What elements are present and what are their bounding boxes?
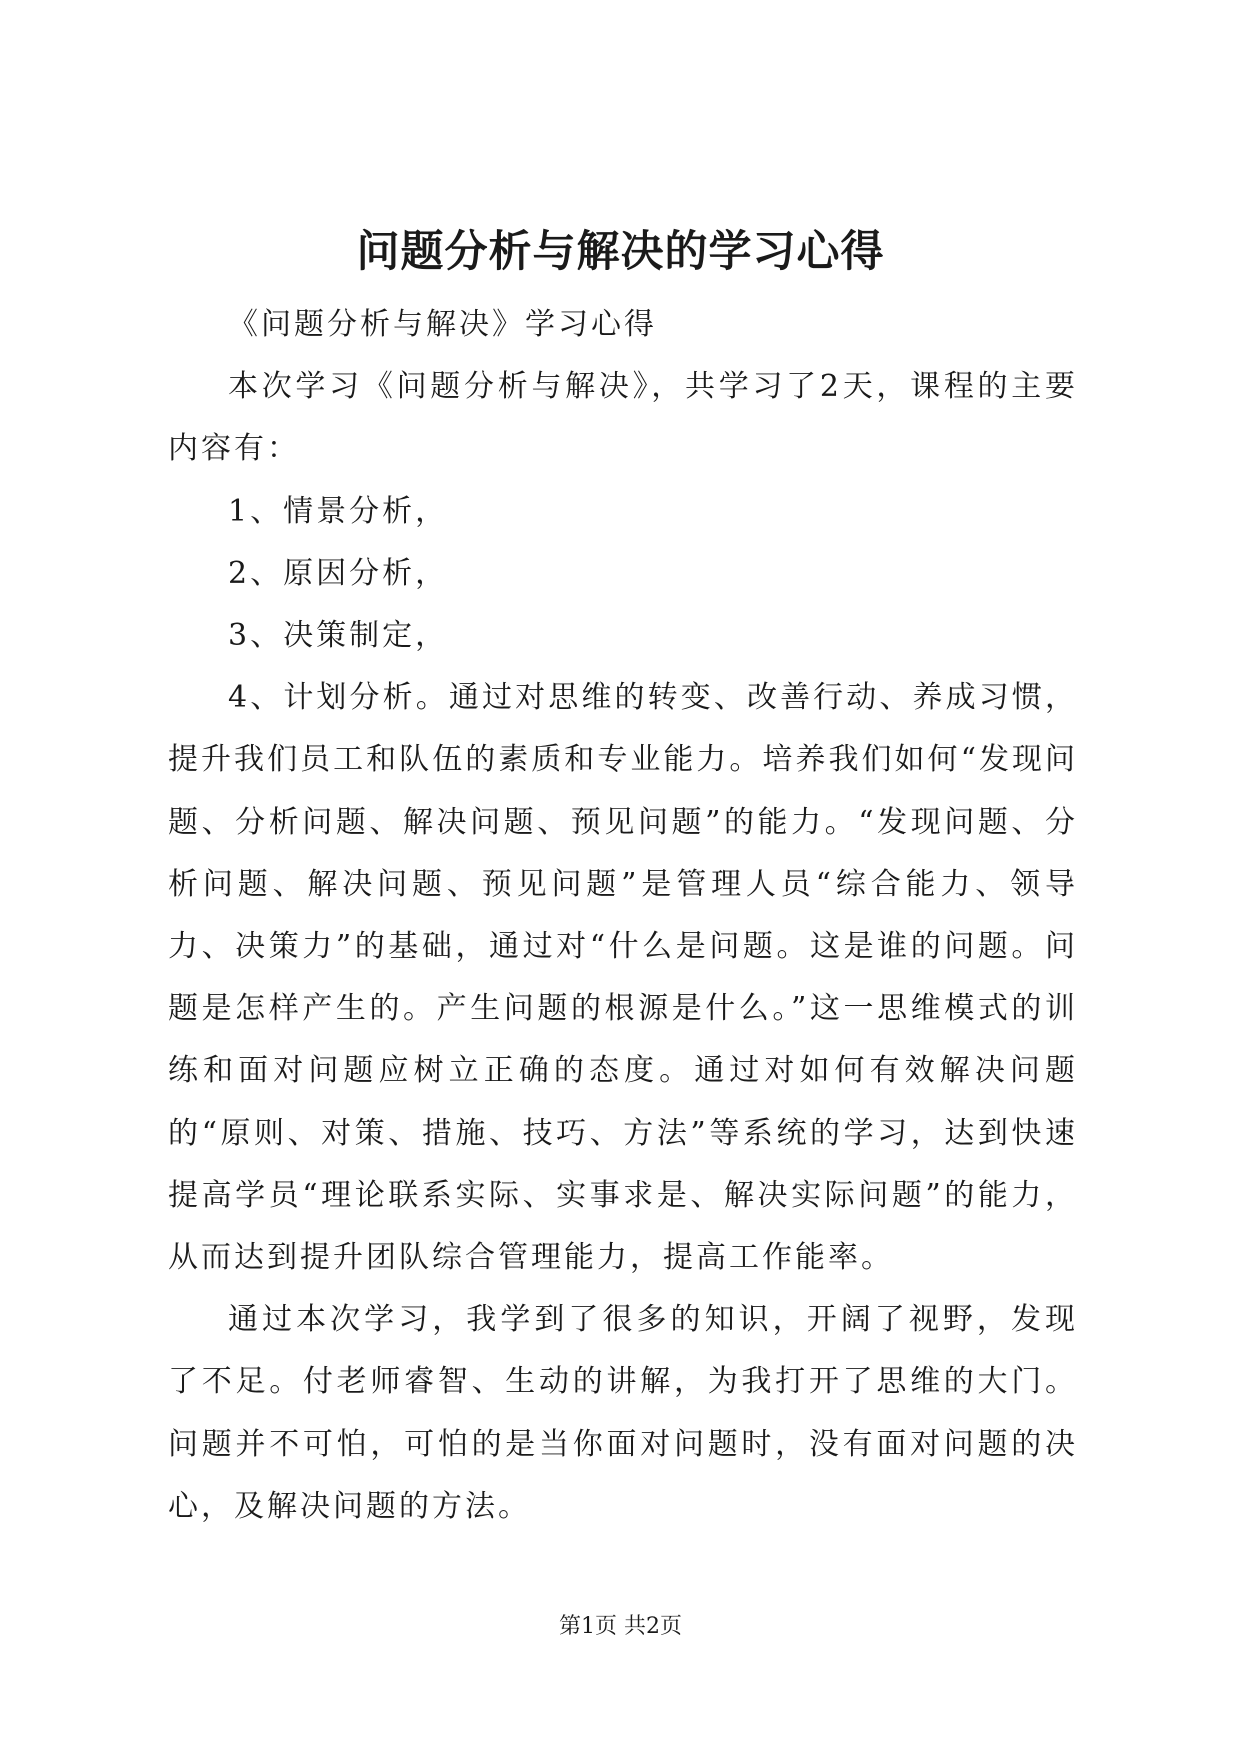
list-item-3: 3、决策制定， — [228, 618, 449, 654]
paragraph-heading: 《问题分析与解决》学习心得 — [228, 307, 657, 342]
list-item-1: 1、情景分析， — [228, 493, 449, 529]
list-item-2: 2、原因分析， — [228, 555, 449, 591]
paragraph-intro: 本次学习《问题分析与解决》，共学习了2天，课程的主要内容有： — [168, 369, 1078, 467]
document-body — [168, 294, 1078, 1538]
page-footer: 第1页 共2页 — [559, 1614, 682, 1639]
paragraph-conclusion: 通过本次学习，我学到了很多的知识，开阔了视野，发现了不足。付老师睿智、生动的讲解，为我打开了思维的大门。问题并不可怕，可怕的是当你面对问题时，没有面对问题的决心，及解决问题的方法。 — [168, 1302, 1078, 1524]
document-title: 问题分析与解决的学习心得 — [356, 227, 885, 277]
list-item-4: 4、计划分析。通过对思维的转变、改善行动、养成习惯，提升我们员工和队伍的素质和专业能力。培养我们如何“发现问题、分析问题、解决问题、预见问题”的能力。“发现问题、分析问题、解决问题、预见问题”是管理人员“综合能力、领导力、决策力”的基础，通过对“什么是问题。这是谁的问题。问题是怎样产生的。产生问题的根源是什么。”这一思维模式的训练和面对问题应树立正确的态度。通过对如何有效解决问题的“原则、对策、措施、技巧、方法”等系统的学习，达到快速提高学员“理论联系实际、实事求是、解决实际问题”的能力，从而达到提升团队综合管理能力，提高工作能率。 — [168, 680, 1078, 1276]
